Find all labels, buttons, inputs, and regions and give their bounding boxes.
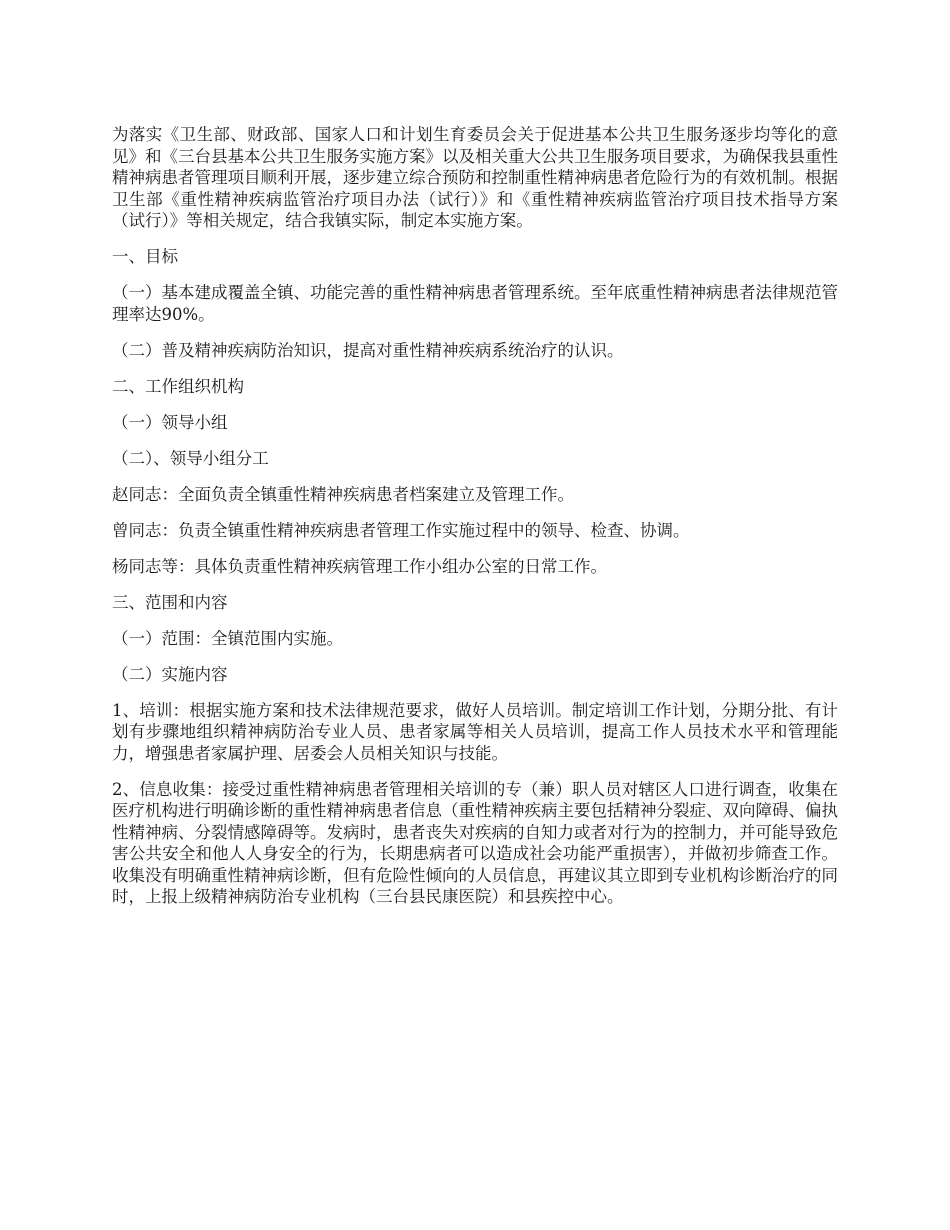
section-heading-organization: 二、工作组织机构 — [112, 376, 244, 396]
section-heading-scope: 三、范围和内容 — [112, 592, 228, 612]
content-training: 1、培训：根据实施方案和技术法律规范要求，做好人员培训。制定培训工作计划，分期分批、有计划有步骤地组织精神病防治专业人员、患者家属等相关人员培训，提高工作人员技术水平和管理能力，增强患者家属护理、居委会人员相关知识与技能。 — [112, 700, 838, 763]
subheading-leadership-division: （二）、领导小组分工 — [112, 448, 269, 468]
subheading-content: （二）实施内容 — [112, 664, 228, 684]
duty-zeng: 曾同志：负责全镇重性精神疾病患者管理工作实施过程中的领导、检查、协调。 — [112, 520, 690, 540]
content-info-collection: 2、信息收集：接受过重性精神病患者管理相关培训的专（兼）职人员对辖区人口进行调查，收集在医疗机构进行明确诊断的重性精神病患者信息（重性精神疾病主要包括精神分裂症、双向障碍、偏执性精神病、分裂情感障碍等。发病时，患者丧失对疾病的自知力或者对行为的控制力，并可能导致危害公共安全和他人人身安全的行为，长期患病者可以造成社会功能严重损害），并做初步筛查工作。收集没有明确重性精神病诊断，但有危险性倾向的人员信息，再建议其立即到专业机构诊断治疗的同时，上报上级精神病防治专业机构（三台县民康医院）和县疾控中心。 — [112, 779, 838, 906]
scope-item: （一）范围：全镇范围内实施。 — [112, 628, 343, 648]
section-heading-goals: 一、目标 — [112, 247, 178, 266]
document-page — [112, 124, 838, 922]
intro-paragraph: 为落实《卫生部、财政部、国家人口和计划生育委员会关于促进基本公共卫生服务逐步均等化的意见》和《三台县基本公共卫生服务实施方案》以及相关重大公共卫生服务项目要求，为确保我县重性精神病患者管理项目顺利开展，逐步建立综合预防和控制重性精神病患者危险行为的有效机制。根据卫生部《重性精神疾病监管治疗项目办法（试行）》和《重性精神疾病监管治疗项目技术指导方案（试行）》等相关规定，结合我镇实际，制定本实施方案。 — [112, 125, 838, 230]
duty-zhao: 赵同志：全面负责全镇重性精神疾病患者档案建立及管理工作。 — [112, 484, 574, 504]
duty-yang: 杨同志等：具体负责重性精神疾病管理工作小组办公室的日常工作。 — [112, 556, 607, 576]
goal-item-1: （一）基本建成覆盖全镇、功能完善的重性精神病患者管理系统。至年底重性精神病患者法律规范管理率达90%。 — [112, 283, 838, 324]
goal-item-2: （二）普及精神疾病防治知识，提高对重性精神疾病系统治疗的认识。 — [112, 340, 624, 360]
subheading-leadership-group: （一）领导小组 — [112, 412, 228, 432]
